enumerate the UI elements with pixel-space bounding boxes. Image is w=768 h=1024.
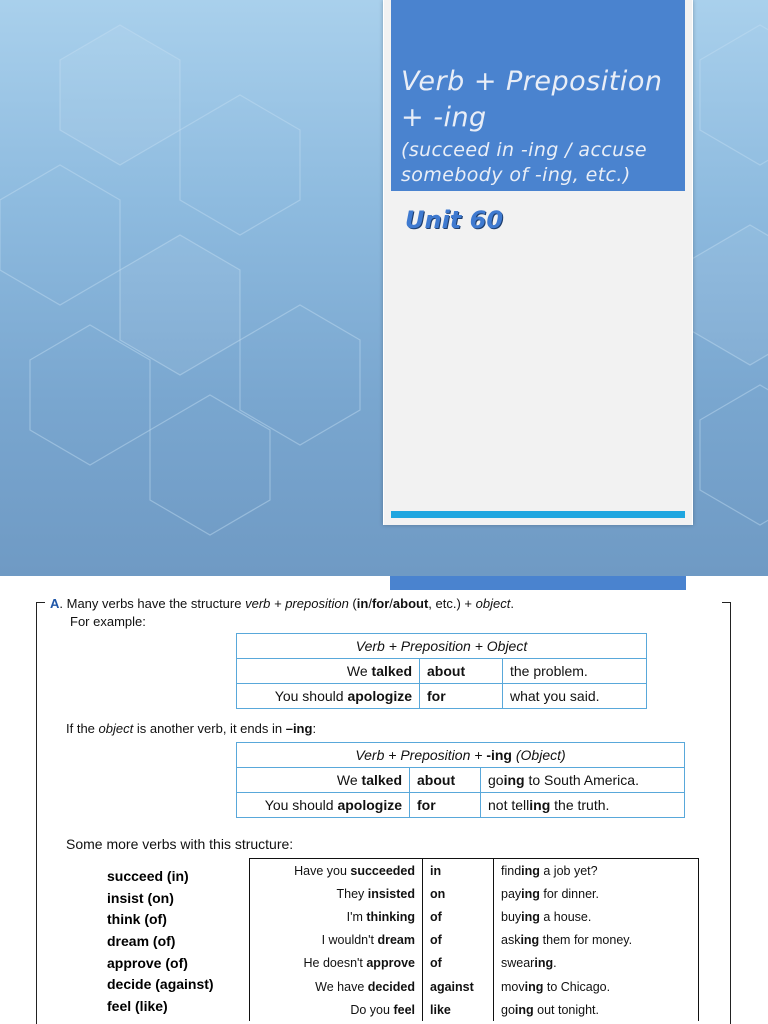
subject-text: You should [274,688,348,704]
subject-text: I wouldn't [321,933,378,948]
content-slide [0,576,768,1024]
header-text: Verb + Preposition + [355,747,487,763]
object-cell [494,929,699,952]
subject-text: We [346,663,372,679]
header-ing: -ing [486,747,512,763]
section-letter: A [50,596,60,611]
unit-label: Unit 60 [405,206,504,234]
table-row [250,952,699,975]
header-text: (Object) [511,747,566,763]
ing-rest: . [553,956,557,971]
preposition-cell: on [423,882,494,905]
preposition-cell: for [420,684,503,709]
ing-suffix: ing [521,863,540,878]
intro-prep: about [392,596,429,611]
ing-rest: a job yet? [539,863,598,878]
if-object-note [66,721,316,736]
list-item: insist (on) [107,889,174,906]
table-header: Verb + Preposition + Object [237,634,647,659]
for-example-label: For example: [70,614,146,629]
ing-rest: out tonight. [533,1002,599,1017]
table-header-row [237,634,647,659]
subject-text: We have [315,979,368,994]
object-cell [494,905,699,928]
object-cell [494,859,699,883]
intro-text: , etc.) + [428,596,476,611]
intro-object: object [475,596,511,611]
preposition-cell: like [423,998,494,1021]
verb-list [107,866,214,1018]
subject-text: Have you [294,863,351,878]
verb-text: apologize [347,688,412,704]
ing-stem: pay [501,886,522,901]
table-row [250,905,699,928]
note-text: If the [66,721,99,736]
ing-stem: swear [501,956,535,971]
intro-text: . Many verbs have the structure [59,596,246,611]
right-bracket [722,602,731,1024]
subject-verb-cell [250,905,423,928]
subject-verb-cell [237,768,410,793]
object-cell [494,998,699,1021]
table-header-row [237,743,685,768]
verb-text: apologize [337,797,402,813]
note-ing: –ing [285,721,313,736]
example-table-object [236,633,647,709]
ing-rest: to Chicago. [543,979,611,994]
slide-subtitle: (succeed in -ing / accuse somebody of -ing, etc.) [401,139,647,186]
left-bracket [36,602,45,1024]
subject-verb-cell [250,929,423,952]
title-band-strip [390,576,686,590]
object-cell [494,975,699,998]
table-row [237,793,685,818]
subject-verb-cell [250,859,423,883]
ing-stem: mov [501,979,525,994]
slide-title: Verb + Preposition + -ing [401,66,663,133]
verb-text: insisted [367,886,415,901]
preposition-cell: about [410,768,481,793]
some-more-label: Some more verbs with this structure: [66,836,294,852]
subject-verb-cell [237,684,420,709]
ing-rest: to South America. [524,772,639,788]
preposition-cell: in [423,859,494,883]
note-text: : [312,721,317,736]
intro-text: / [389,596,393,611]
list-item: dream (of) [107,933,176,950]
subject-text: He doesn't [303,956,367,971]
object-cell [481,793,685,818]
intro-text: . [510,596,514,611]
ing-suffix: ing [514,1002,534,1017]
ing-suffix: ing [521,909,540,924]
intro-prep: in [356,596,369,611]
list-item: think (of) [107,911,167,928]
ing-stem: go [488,772,504,788]
section-a-intro [50,596,514,611]
subject-text: They [336,886,368,901]
preposition-cell: for [410,793,481,818]
title-band [391,0,685,191]
table-row [250,998,699,1021]
preposition-cell: of [423,952,494,975]
preposition-cell: against [423,975,494,998]
note-text: is another verb, it ends in [133,721,286,736]
subject-text: I'm [346,909,367,924]
ing-rest: the truth. [550,797,610,813]
ing-suffix: ing [524,979,544,994]
ing-suffix: ing [534,956,554,971]
subject-verb-cell [237,793,410,818]
verb-text: feel [393,1002,415,1017]
verb-text: decided [367,979,415,994]
table-row [237,768,685,793]
list-item: succeed (in) [107,868,189,884]
title-card [383,0,693,525]
ing-stem: buy [501,909,522,924]
object-cell: what you said. [503,684,647,709]
example-table-ing [236,742,685,818]
note-object: object [98,721,134,736]
subject-verb-cell [250,952,423,975]
ing-rest: for dinner. [539,886,599,901]
table-row [250,882,699,905]
preposition-cell: about [420,659,503,684]
ing-rest: them for money. [539,933,633,948]
object-cell [481,768,685,793]
ing-suffix: ing [521,886,540,901]
table-row [237,659,647,684]
intro-text: / [368,596,372,611]
ing-stem: ask [501,933,521,948]
verb-text: talked [361,772,402,788]
ing-stem: not tell [488,797,530,813]
subject-text: We [336,772,362,788]
verb-text: succeeded [350,863,415,878]
subject-verb-cell [250,975,423,998]
table-row [237,684,647,709]
preposition-cell: of [423,905,494,928]
list-item: feel (like) [107,998,168,1015]
subject-verb-cell [250,882,423,905]
verb-text: talked [371,663,412,679]
subject-text: Do you [350,1002,394,1017]
list-item: decide (against) [107,976,214,993]
verb-text: thinking [366,909,415,924]
ing-stem: find [501,863,522,878]
object-cell [494,882,699,905]
intro-prep: for [371,596,390,611]
object-cell [494,952,699,975]
ing-stem: go [501,1002,515,1017]
intro-text: ( [348,596,357,611]
intro-structure: verb + preposition [245,596,349,611]
object-cell: the problem. [503,659,647,684]
table-row [250,929,699,952]
ing-suffix: ing [520,933,540,948]
verb-text: dream [377,933,415,948]
preposition-cell: of [423,929,494,952]
list-item: approve (of) [107,954,188,971]
subject-verb-cell [237,659,420,684]
table-header [237,743,685,768]
ing-rest: a house. [539,909,592,924]
ing-suffix: ing [529,797,551,813]
table-row [250,859,699,883]
ing-suffix: ing [503,772,525,788]
more-verbs-table [249,858,699,1021]
subject-text: You should [264,797,338,813]
subject-verb-cell [250,998,423,1021]
accent-bar [391,511,685,518]
table-row [250,975,699,998]
verb-text: approve [366,956,415,971]
